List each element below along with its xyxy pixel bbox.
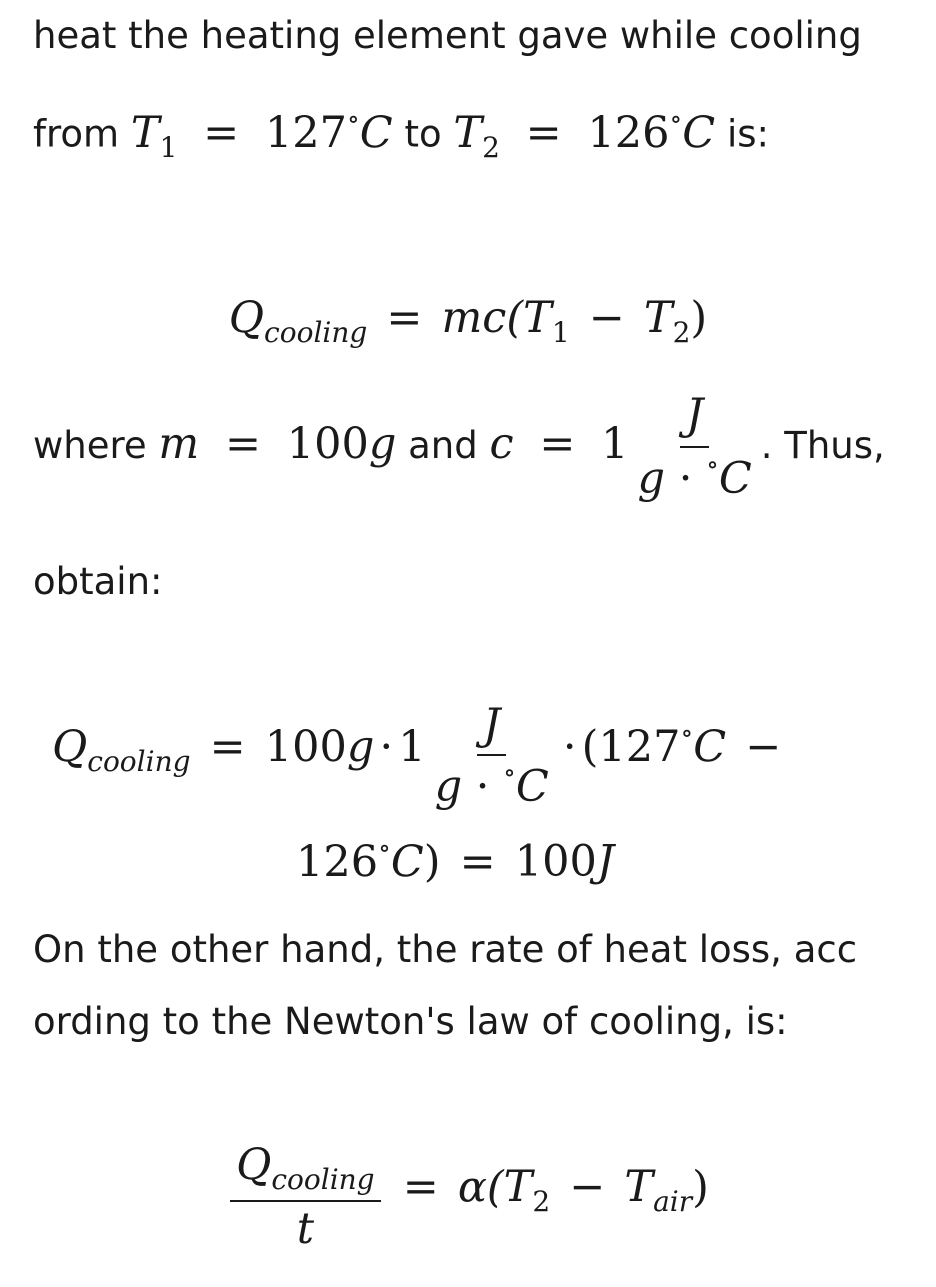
text-from: from [33, 112, 120, 156]
math-T1: $T_1$ [523, 293, 570, 349]
math-equals: = [386, 293, 423, 343]
text-and: and [408, 423, 478, 467]
math-equals: = [224, 418, 261, 469]
text-is: is: [726, 112, 769, 156]
text-obtain: obtain: [33, 560, 163, 603]
math-equals: = [402, 1162, 439, 1213]
text-line-other-hand [33, 928, 857, 972]
math-minus: − [569, 1162, 606, 1213]
equation-heat-cooling [0, 293, 936, 349]
math-dot: · [379, 722, 394, 773]
equation-newton-cooling [0, 1140, 936, 1254]
math-open-paren: (127∘C [581, 718, 727, 773]
math-T2: $T_2$ [453, 107, 500, 164]
math-mc: mc( [441, 293, 524, 343]
text-line-newton [33, 1000, 788, 1044]
math-Q-cooling: $Q_{cooling}$ [52, 722, 191, 778]
fraction-rate [230, 1140, 381, 1254]
math-result: 100J [514, 836, 615, 887]
math-Q-cooling: $Q_{cooling}$ [228, 293, 368, 349]
math-m: m [158, 418, 200, 469]
math-dot: · [562, 722, 577, 773]
math-close-paren: ) [692, 1162, 709, 1213]
text-line-heat-element [33, 14, 862, 58]
text-line-temperatures [33, 104, 769, 164]
math-c-value: 1 [601, 418, 629, 469]
math-equals: = [459, 836, 496, 887]
math-m-value: 100g [286, 418, 397, 469]
math-T2-value: 126∘C [587, 104, 716, 158]
fraction-denominator: g · ∘C [434, 758, 549, 812]
text-line-obtain [33, 560, 163, 604]
fraction-specific-heat-unit [429, 700, 555, 813]
math-m-value: 100g [264, 722, 375, 773]
math-T2: $T_2$ [503, 1162, 551, 1219]
math-alpha: α( [457, 1162, 504, 1213]
math-minus: − [745, 722, 782, 773]
text-thus: . Thus, [760, 423, 885, 467]
fraction-numerator: J [680, 390, 709, 448]
math-T2-value: 126∘C) [296, 833, 441, 887]
math-equals: = [539, 418, 576, 469]
math-minus: − [588, 293, 625, 343]
math-T1: $T_1$ [130, 107, 178, 164]
math-T1-value: 127∘C [264, 104, 393, 158]
math-equals: = [525, 107, 562, 158]
text-newton: ording to the Newton's law of cooling, is: [33, 1000, 788, 1043]
fraction-denominator: g · ∘C [637, 449, 752, 504]
text-to: to [404, 112, 442, 156]
text-heat-element: heat the heating element gave while cooling [33, 14, 862, 57]
equation-heat-value-line2 [296, 833, 614, 888]
math-close-paren: ) [690, 293, 708, 343]
fraction-specific-heat-unit [632, 390, 758, 505]
fraction-numerator: J [477, 700, 506, 756]
text-where: where [33, 423, 147, 467]
text-other-hand: On the other hand, the rate of heat loss, acc [33, 928, 858, 971]
math-t: t [296, 1203, 314, 1254]
text-line-where [33, 390, 885, 505]
math-c: c [489, 418, 514, 469]
math-T2: $T_2$ [643, 293, 691, 349]
math-T-air: $T_{air}$ [624, 1162, 693, 1219]
math-c-value: 1 [398, 722, 426, 773]
math-equals: = [209, 722, 246, 773]
equation-heat-value-line1 [52, 700, 795, 813]
math-equals: = [203, 107, 240, 158]
math-Q-cooling: $Q_{cooling}$ [230, 1140, 381, 1202]
